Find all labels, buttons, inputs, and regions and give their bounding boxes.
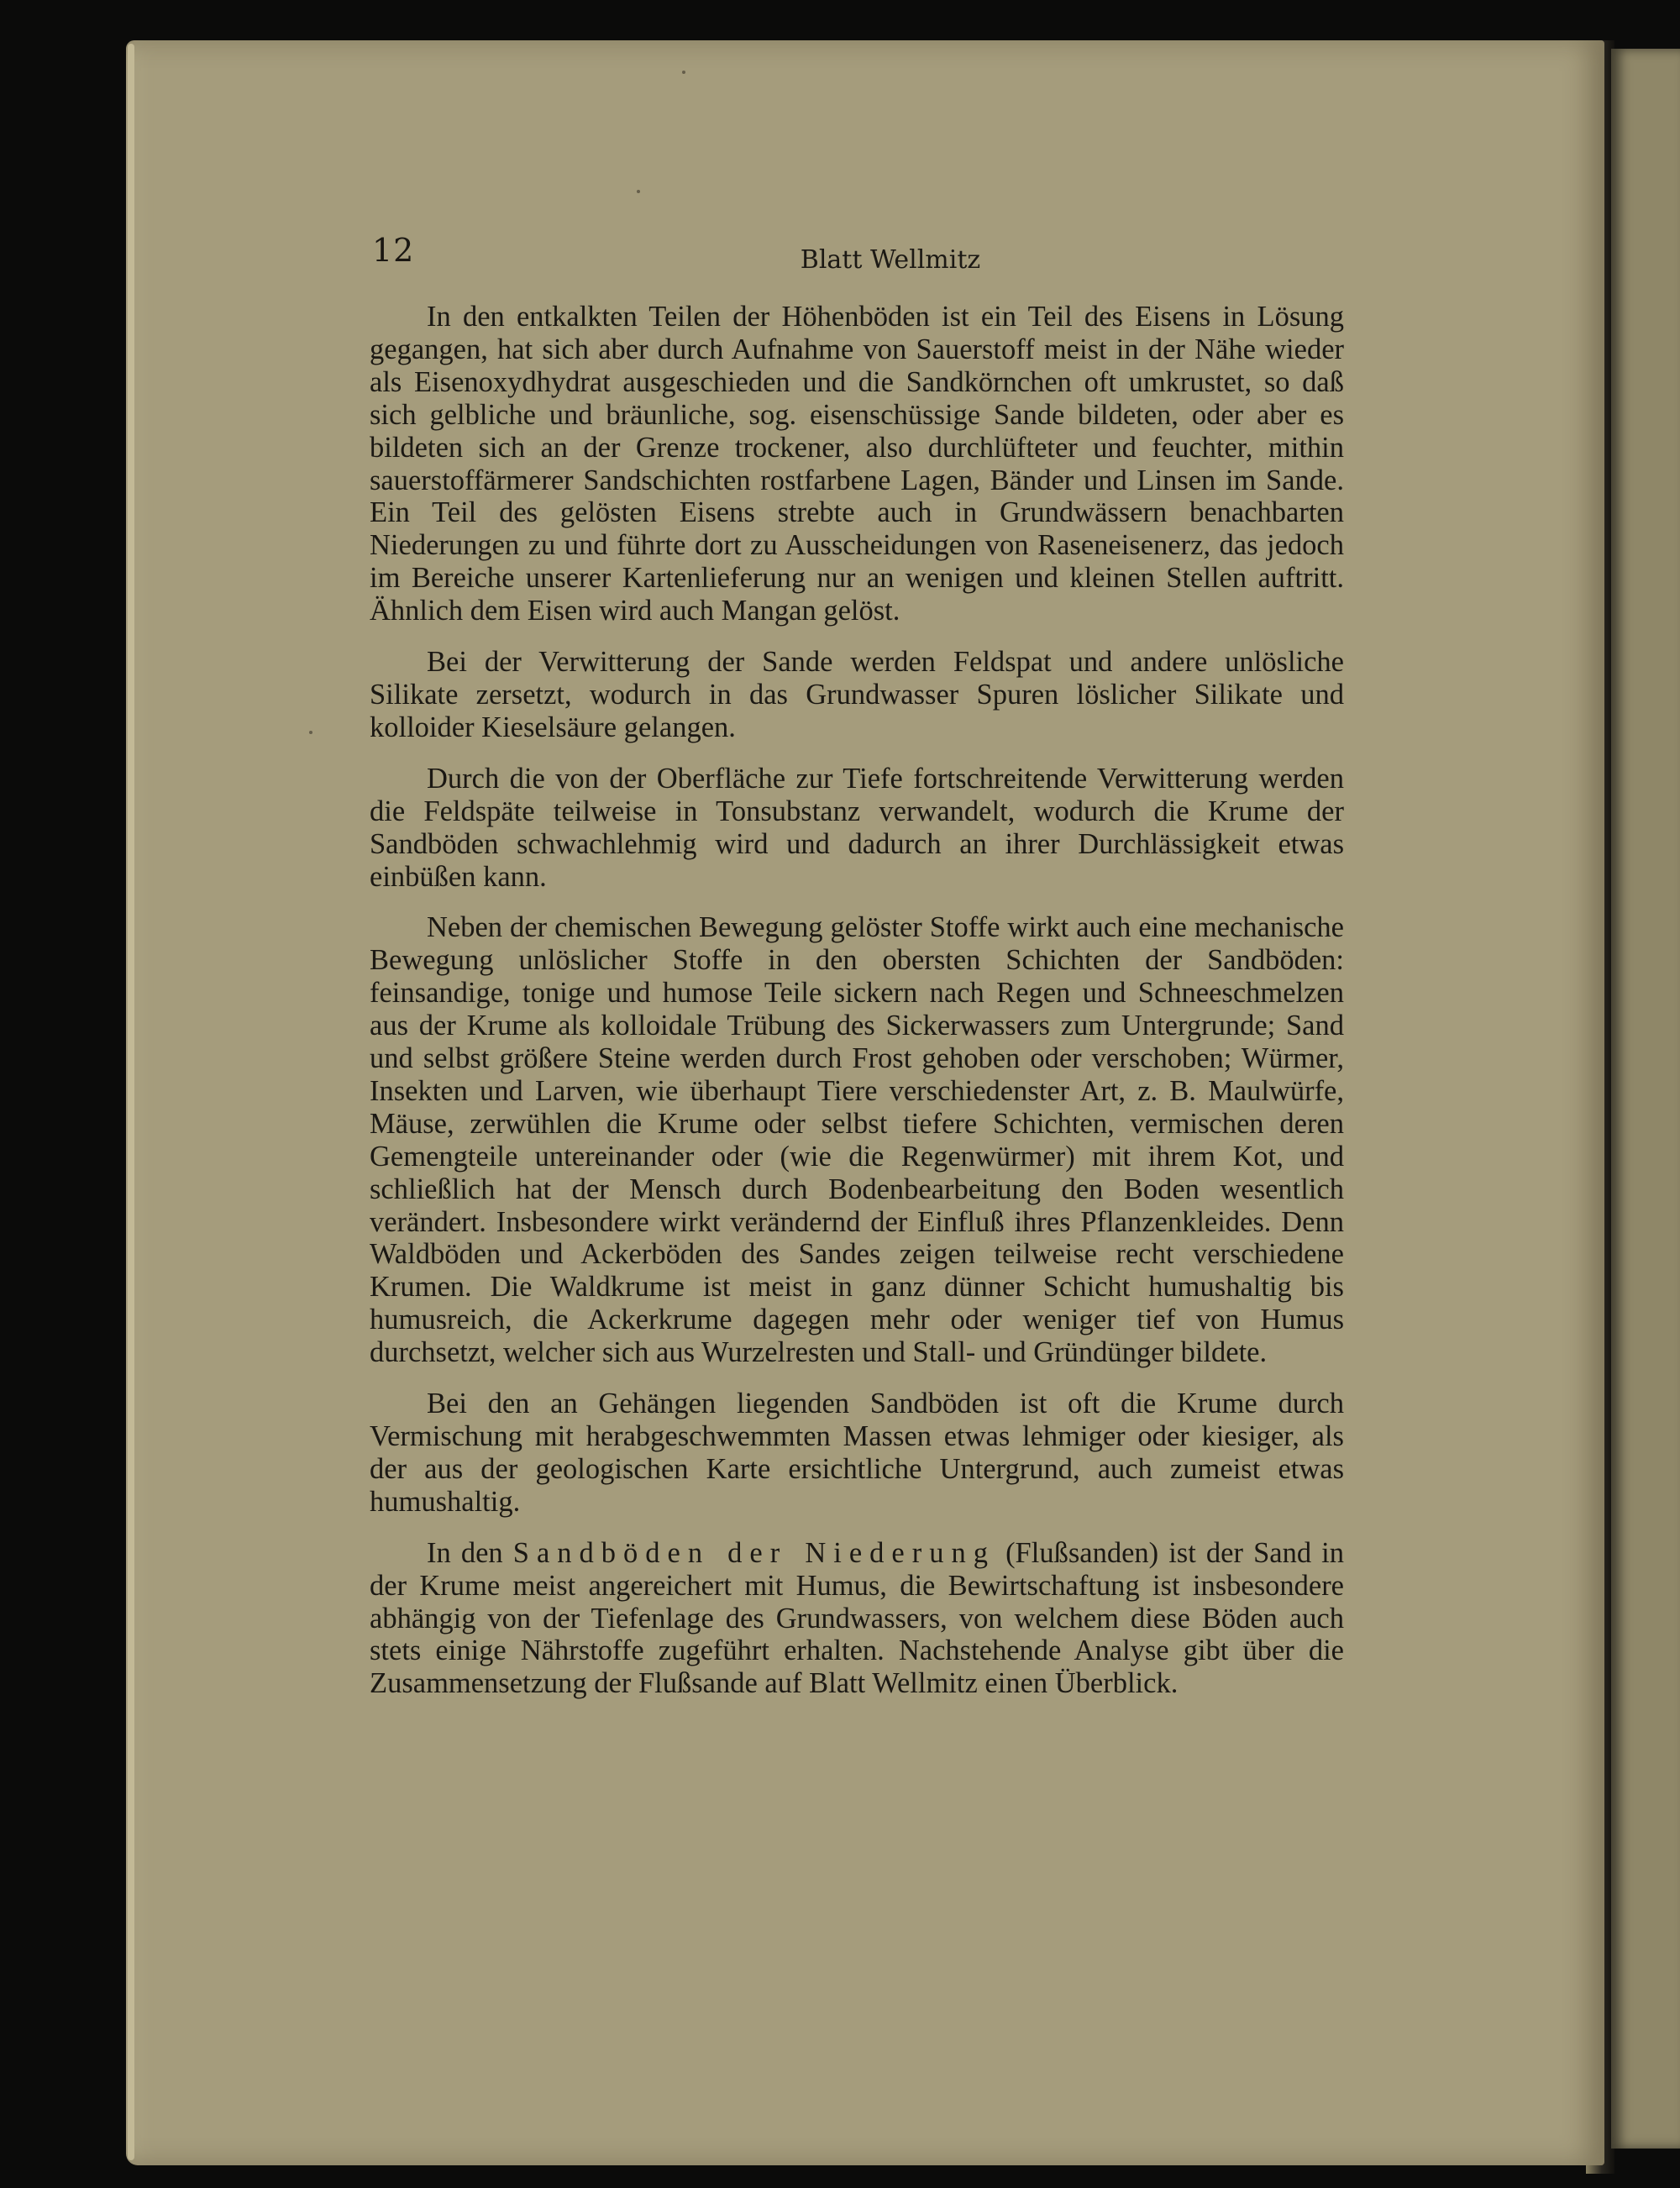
spaced-emphasis: Sandböden der Niederung	[512, 1536, 995, 1569]
paragraph: Neben der chemischen Bewegung gelöster Stoffe wirkt auch eine mechanische Bewegung unlöslicher Stoffe in den obersten Schichten der Sandböden: feinsandige, tonige und humose Teile sickern nach Regen und Schneeschmelzen aus der Krume als kolloidale Trübung des Sickerwassers zum Untergrunde; Sand und selbst größere Steine werden durch Frost gehoben oder verschoben; Würmer, Insekten und Larven, wie überhaupt Tiere verschiedenster Art, z. B. Maulwürfe, Mäuse, zerwühlen die Krume oder selbst tiefere Schichten, vermischen deren Gemengteile untereinander oder (wie die Regenwürmer) mit ihrem Kot, und schließlich hat der Mensch durch Bodenbearbeitung den Boden wesentlich verändert. Insbesondere wirkt verändernd der Einfluß ihres Pflanzenkleides. Denn Waldböden und Ackerböden des Sandes zeigen teilweise recht verschiedene Krumen. Die Waldkrume ist meist in ganz dünner Schicht humushaltig bis humusreich, die Ackerkrume dagegen mehr oder weniger tief von Humus durchsetzt, welcher sich aus Wurzelresten und Stall- und Gründünger bildete.	[370, 911, 1344, 1369]
page-number: 12	[372, 232, 415, 269]
paragraph: In den entkalkten Teilen der Höhenböden ist ein Teil des Eisens in Lösung gegangen, hat sich aber durch Aufnahme von Sauerstoff meist in der Nähe wieder als Eisenoxydhydrat ausgeschieden und die Sandkörnchen oft umkrustet, so daß sich gelbliche und bräunliche, sog. eisenschüssige Sande bildeten, oder aber es bildeten sich an der Grenze trockener, also durchlüfteter und feuchter, mithin sauerstoffärmerer Sandschichten rostfarbene Lagen, Bänder und Linsen im Sande. Ein Teil des gelösten Eisens strebte auch in Grundwässern benachbarten Niederungen zu und führte dort zu Ausscheidungen von Raseneisenerz, das jedoch im Bereiche unserer Kartenlieferung nur an wenigen und kleinen Stellen auftritt. Ähnlich dem Eisen wird auch Mangan gelöst.	[370, 301, 1344, 627]
paragraph: Bei der Verwitterung der Sande werden Feldspat und andere unlösliche Silikate zersetzt, wodurch in das Grundwasser Spuren löslicher Silikate und kolloider Kieselsäure gelangen.	[370, 646, 1344, 743]
paragraph: Durch die von der Oberfläche zur Tiefe fortschreitende Verwitterung werden die Feldspäte teilweise in Tonsubstanz verwandelt, wodurch die Krume der Sandböden schwachlehmig wird und dadurch an ihrer Durchlässigkeit etwas einbüßen kann.	[370, 762, 1344, 893]
running-head: Blatt Wellmitz	[800, 245, 981, 275]
paragraph-rest: (Flußsanden) ist der Sand in der Krume meist angereichert mit Humus, die Bewirtschaftung ist insbesondere abhängig von der Tiefenlage des Grundwassers, von welchem diese Böden auch stets einige Nährstoffe zugeführt erhalten. Nachstehende Analyse gibt über die Zusammensetzung der Flußsande auf Blatt Wellmitz einen Überblick.	[370, 1536, 1344, 1700]
paragraph-intro: In den	[427, 1536, 503, 1569]
paper-speck	[682, 71, 685, 74]
paper-speck	[309, 731, 312, 734]
paragraph: Bei den an Gehängen liegenden Sandböden ist oft die Krume durch Vermischung mit herabgeschwemmten Massen etwas lehmiger oder kiesiger, als der aus der geologischen Karte ersichtliche Untergrund, auch zumeist etwas humushaltig.	[370, 1388, 1344, 1518]
paper-speck	[637, 190, 640, 193]
paragraph-sandboeden-niederung	[370, 1537, 1344, 1701]
page-left-edge	[128, 44, 134, 2160]
adjacent-page-edge	[1611, 49, 1680, 2149]
body-text	[370, 301, 1344, 1718]
